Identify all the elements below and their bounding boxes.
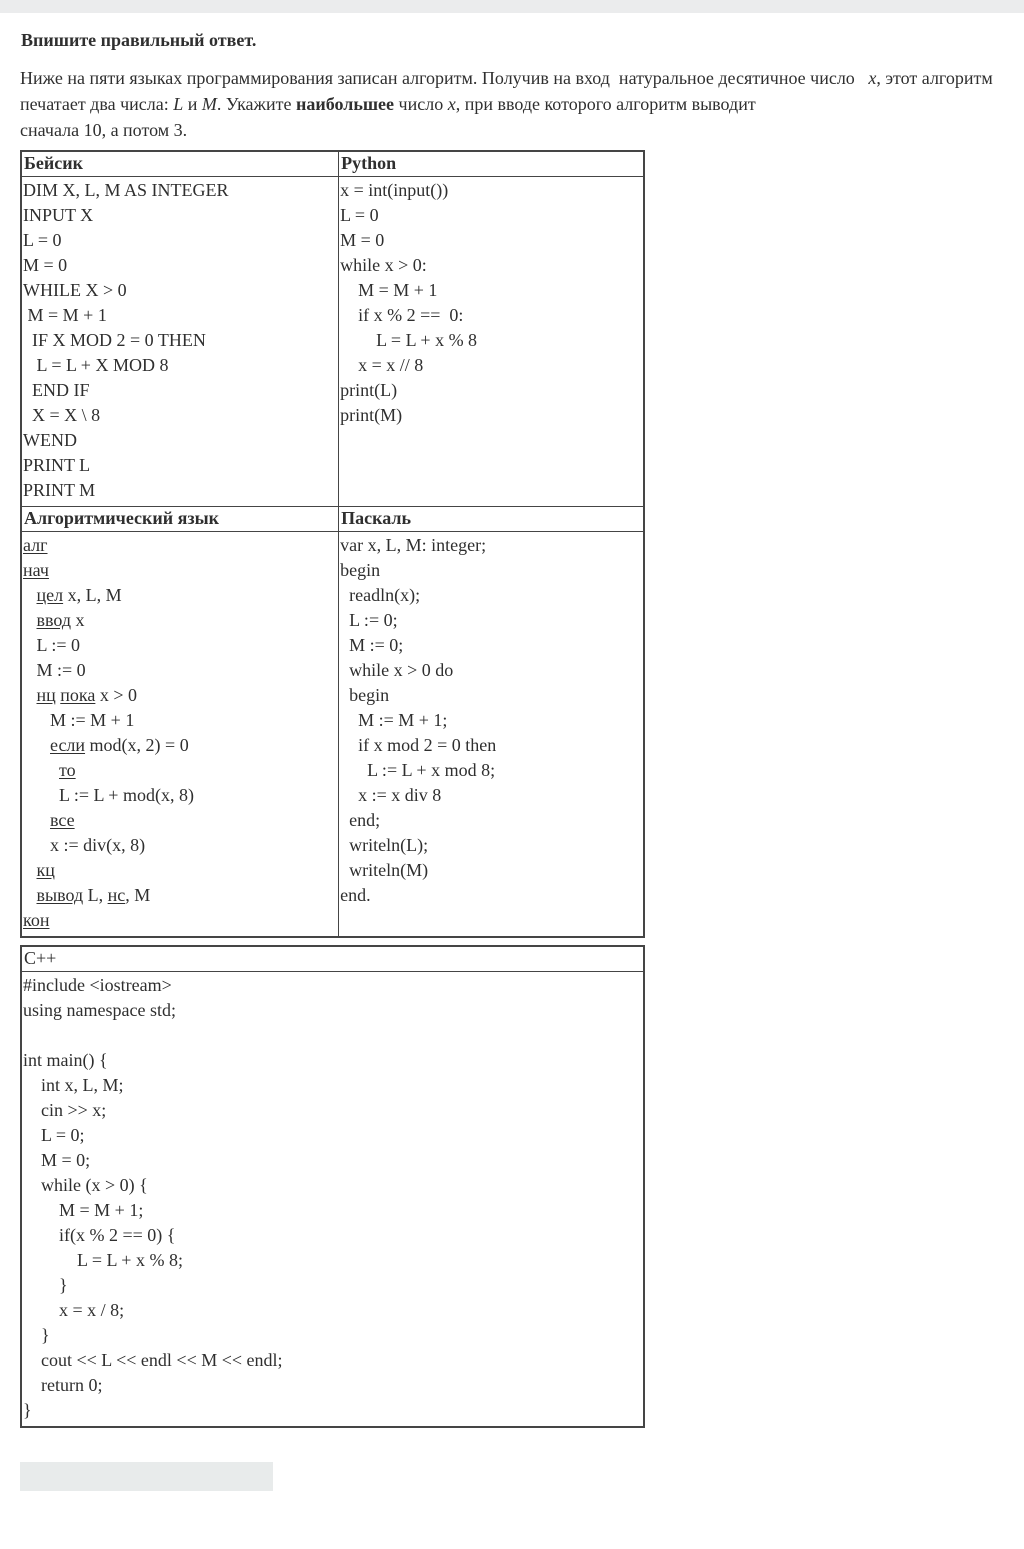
code-table-main (20, 150, 645, 938)
table-row (21, 532, 644, 938)
basic-code: DIM X, L, M AS INTEGER INPUT X L = 0 M = 0 WHILE X > 0 M = M + 1 IF X MOD 2 = 0 THEN L = L + X MOD 8 END IF X = X \ 8 WEND PRINT L PRINT M (23, 180, 229, 500)
page-title: Впишите правильный ответ. (21, 30, 257, 50)
table-row (21, 972, 644, 1428)
question-page (0, 29, 1024, 1491)
table-row (21, 507, 644, 532)
table-row (21, 177, 644, 507)
pascal-code: var x, L, M: integer; begin readln(x); L := 0; M := 0; while x > 0 do begin M := M + 1; if x mod 2 = 0 then L := L + x mod 8; x := x div 8 end; writeln(L); writeln(M) end. (340, 535, 497, 905)
cpp-code-cell (21, 972, 644, 1428)
pascal-code-cell (339, 532, 644, 938)
python-code-cell (339, 177, 644, 507)
lang-header-python: Python (339, 151, 644, 177)
cpp-code: #include <iostream> using namespace std; int main() { int x, L, M; cin >> x; L = 0; M = 0; while (x > 0) { M = M + 1; if(x % 2 == 0) { L = L + x % 8; } x = x / 8; } cout << L << endl << M << endl; return 0; } (23, 975, 283, 1420)
algo-code-cell (21, 532, 339, 938)
answer-input[interactable] (20, 1462, 273, 1491)
basic-code-cell (21, 177, 339, 507)
lang-header-pascal: Паскаль (339, 507, 644, 532)
table-row (21, 946, 644, 972)
top-bar (0, 0, 1024, 13)
lang-header-algo: Алгоритмический язык (21, 507, 339, 532)
lang-header-basic: Бейсик (21, 151, 339, 177)
task-description: Ниже на пяти языках программирования записан алгоритм. Получив на вход натуральное десятичное число x, этот алгоритм печатает два числа: L и M. Укажите наибольшее число x, при вводе которого алгоритм выводит сначала 10, а потом 3. (20, 68, 993, 140)
code-table-cpp (20, 945, 645, 1428)
python-code: x = int(input()) L = 0 M = 0 while x > 0: M = M + 1 if x % 2 == 0: L = L + x % 8 x = x // 8 print(L) print(M) (340, 180, 478, 425)
algo-code: алг нач цел x, L, M ввод x L := 0 M := 0 нц пока x > 0 M := M + 1 если mod(x, 2) = 0 то L := L + mod(x, 8) все x := div(x, 8) кц вывод L, нс, M кон (23, 535, 194, 930)
table-row (21, 151, 644, 177)
lang-header-cpp: C++ (21, 946, 644, 972)
